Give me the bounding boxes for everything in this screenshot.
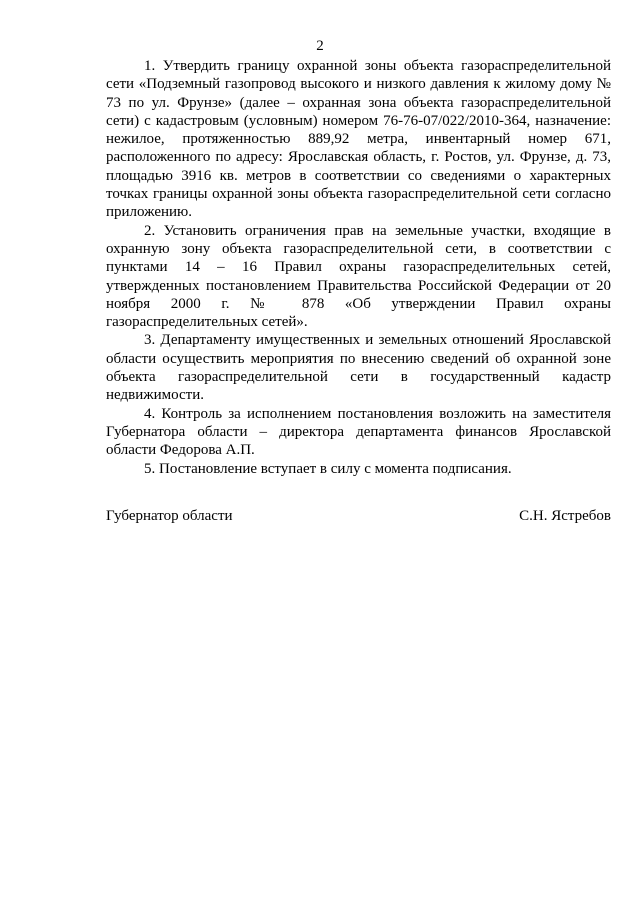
paragraph-2: 2. Установить ограничения прав на земельные участки, входящие в охранную зону объекта газораспределительной сети, в соответствии с пунктами 14 – 16 Правил охраны газораспределительных сетей, утвержденных постановлением Правительства Российской Федерации от 20 ноября 2000 г. № 878 «Об утверждении Правил охраны газораспределительных сетей». — [106, 222, 611, 331]
paragraph-5: 5. Постановление вступает в силу с момента подписания. — [144, 460, 512, 477]
document-body — [106, 57, 611, 478]
signatory-title: Губернатор области — [106, 508, 233, 524]
paragraph-1: 1. Утвердить границу охранной зоны объекта газораспределительной сети «Подземный газопровод высокого и низкого давления к жилому дому № 73 по ул. Фрунзе» (далее – охранная зона объекта газораспределительной сети) с кадастровым (условным) номером 76-76-07/022/2010-364, назначение: нежилое, протяженностью 889,92 метра, инвентарный номер 671, расположенного по адресу: Ярославская область, г. Ростов, ул. Фрунзе, д. 73, площадью 3916 кв. метров в соответствии со сведениями о характерных точках границы охранной зоны объекта газораспределительной сети согласно приложению. — [106, 58, 611, 221]
page-number: 2 — [316, 38, 324, 54]
paragraph-3: 3. Департаменту имущественных и земельных отношений Ярославской области осуществить мероприятия по внесению сведений об охранной зоне объекта газораспределительной сети в государственный кадастр недвижимости. — [106, 332, 611, 404]
signatory-name: С.Н. Ястребов — [519, 508, 611, 524]
paragraph-4: 4. Контроль за исполнением постановления возложить на заместителя Губернатора области – директора департамента финансов Ярославской области Федорова А.П. — [106, 405, 611, 459]
